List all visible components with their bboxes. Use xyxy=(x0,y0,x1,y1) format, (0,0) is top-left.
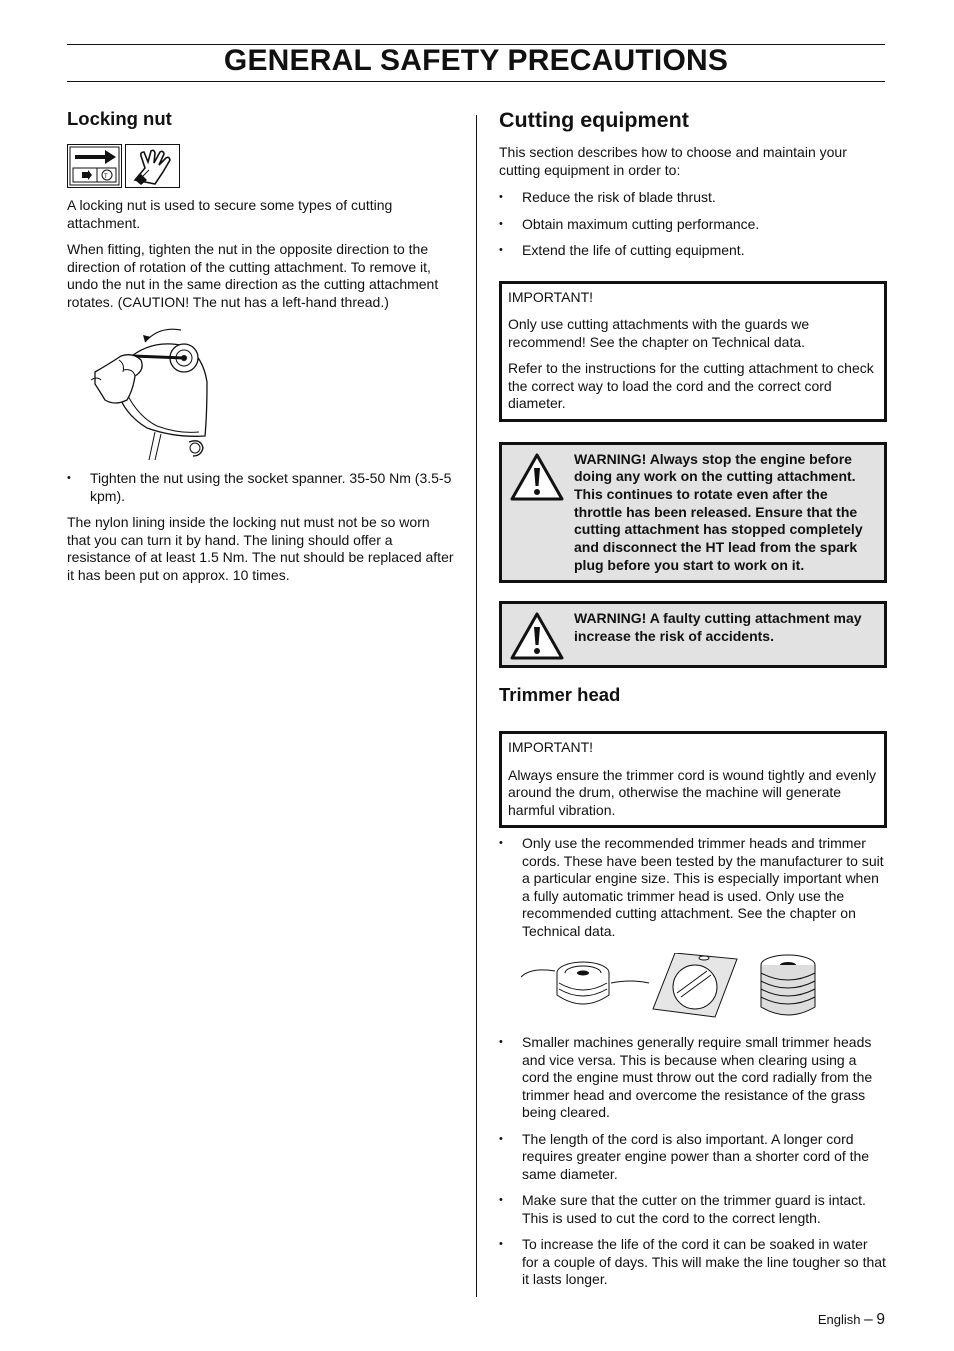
left-column xyxy=(67,108,455,584)
important-box-guards xyxy=(499,281,887,422)
important-label: IMPORTANT! xyxy=(508,288,594,305)
list-item: • Extend the life of cutting equipment. xyxy=(499,242,887,260)
locking-nut-heading: Locking nut xyxy=(67,108,172,129)
instruction-icons xyxy=(67,144,455,188)
list-item: • Obtain maximum cutting performance. xyxy=(499,216,887,234)
column-divider xyxy=(476,115,477,1297)
locking-nut-illustration xyxy=(89,320,455,460)
locking-nut-intro: A locking nut is used to secure some types of cutting attachment. xyxy=(67,197,393,231)
page-number: 9 xyxy=(876,1311,885,1328)
svg-text:T: T xyxy=(104,174,108,180)
important-text: Always ensure the trimmer cord is wound tightly and evenly around the drum, otherwise the machine will generate harmful vibration. xyxy=(508,766,877,818)
footer-language: English xyxy=(817,1312,861,1327)
arrow-instruction-icon xyxy=(67,144,122,188)
trimmer-head-bullets-2 xyxy=(499,1034,887,1289)
page-footer xyxy=(818,1311,885,1329)
cord-spool-illustration xyxy=(761,955,815,1015)
cutting-equipment-heading: Cutting equipment xyxy=(499,108,689,132)
trimmer-products-illustration xyxy=(521,953,887,1021)
footer-separator: – xyxy=(864,1311,873,1328)
warning-triangle-icon xyxy=(509,611,565,661)
warning-box-stop-engine xyxy=(499,442,887,584)
list-item: • Reduce the risk of blade thrust. xyxy=(499,189,887,207)
locking-nut-lining: The nylon lining inside the locking nut must not be so worn that you can turn it by hand. The lining should offer a resistance of at least 1.5 Nm. The nut should be replaced after it has been put on approx. 10 times. xyxy=(67,514,454,583)
warning-text: WARNING! Always stop the engine before doing any work on the cutting attachment. This continues to rotate even after the throttle has been released. Ensure that the cutting attachment has stopped completely and disconnect the HT lead from the spark plug before you start to work on it. xyxy=(574,450,863,573)
important-box-trimmer xyxy=(499,731,887,828)
warning-box-faulty-attachment xyxy=(499,601,887,668)
locking-nut-bullets xyxy=(67,470,455,505)
important-label: IMPORTANT! xyxy=(508,739,594,756)
list-item: • Tighten the nut using the socket spanner. 35-50 Nm (3.5-5 kpm). xyxy=(67,470,455,505)
cutting-equipment-bullets xyxy=(499,189,887,260)
list-item: • Smaller machines generally require small trimmer heads and vice versa. This is because when clearing using a cord the engine must throw out the cord radially from the trimmer head and overcome the resistance of the grass being cleared. xyxy=(499,1034,887,1122)
warning-triangle-icon xyxy=(509,452,565,502)
cord-package-illustration xyxy=(653,953,737,1017)
important-text: Refer to the instructions for the cutting attachment to check the correct way to load the cord and the correct cord diameter. xyxy=(508,360,874,411)
important-text: Only use cutting attachments with the guards we recommend! See the chapter on Technical data. xyxy=(508,316,810,350)
trimmer-head-bullets-1 xyxy=(499,835,887,940)
right-column xyxy=(499,108,887,1289)
cutting-equipment-intro: This section describes how to choose and maintain your cutting equipment in order to: xyxy=(499,144,847,178)
warning-text: WARNING! A faulty cutting attachment may increase the risk of accidents. xyxy=(574,610,862,645)
list-item: • To increase the life of the cord it can be soaked in water for a couple of days. This will make the line tougher so that it lasts longer. xyxy=(499,1236,887,1289)
list-item: • The length of the cord is also important. A longer cord requires greater engine power than a shorter cord of the same diameter. xyxy=(499,1131,887,1184)
locking-nut-fitting: When fitting, tighten the nut in the opposite direction to the direction of rotation of the cutting attachment. To remove it, undo the nut in the same direction as the cutting attachment rotates. (CAUTION! The nut has a left-hand thread.) xyxy=(67,241,439,310)
list-item: • Make sure that the cutter on the trimmer guard is intact. This is used to cut the cord to the correct length. xyxy=(499,1192,887,1227)
trimmer-head-illustration xyxy=(521,962,649,1004)
page-title: GENERAL SAFETY PRECAUTIONS xyxy=(223,44,729,77)
list-item: • Only use the recommended trimmer heads and trimmer cords. These have been tested by the manufacturer to suit a particular engine size. This is especially important when a fully automatic trimmer head is used. Only use the recommended cutting attachment. See the chapter on Technical data. xyxy=(499,835,887,940)
protective-glove-icon xyxy=(125,144,180,188)
header-bottom-rule xyxy=(67,81,885,82)
trimmer-head-heading: Trimmer head xyxy=(499,684,621,706)
